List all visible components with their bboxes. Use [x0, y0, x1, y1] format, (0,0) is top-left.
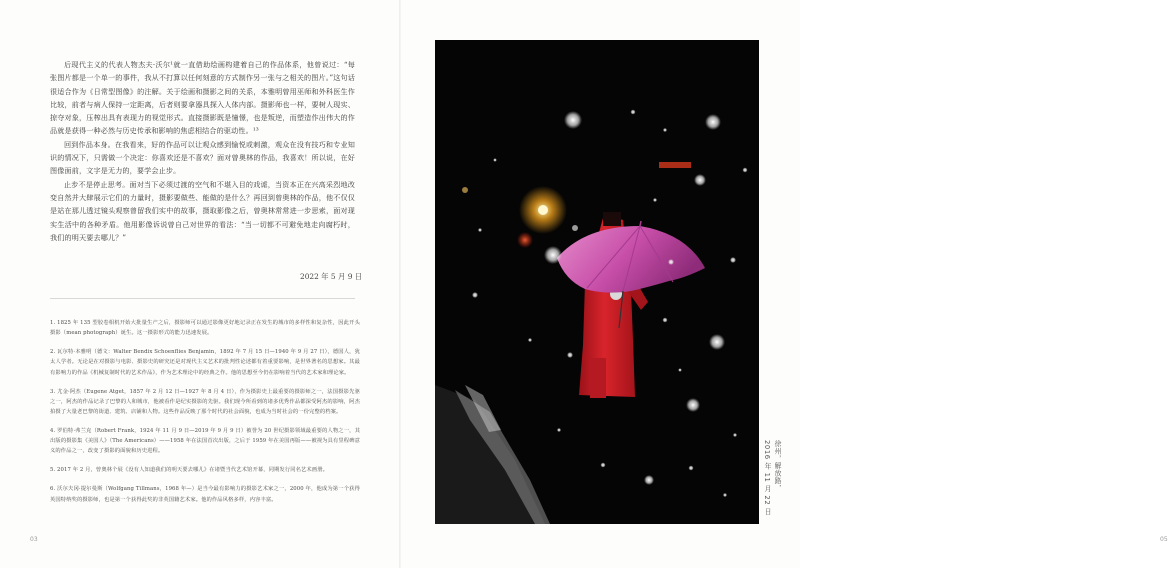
- night-snow-photograph: [435, 40, 759, 524]
- essay-paragraph: 后现代主义的代表人物杰夫·沃尔¹就一直借助绘画构建着自己的作品体系，他曾说过：“每张图片都是一个单一的事件，我从不打算以任何刻意的方式制作另一张与之相关的图片。”这句话很适合作为《日常型图像》的注解。关于绘画和摄影之间的关系，本雅明曾用巫师和外科医生作比较，前者与病人保持一定距离，后者则要拿器具探入人体内部。摄影师也一样，要树人现实、掠夺对象，压榨出具有表现力的视觉形式。直接摄影既是憧憬，也是叛逆，而塑造作出伟大的作品就是获得一种必然与历史传承和影响的焦虑相结合的驱动性。¹³: [50, 60, 355, 136]
- footnote-2: 2. 瓦尔特·本雅明（德文：Walter Bendix Schoenflies Benjamin，1892 年 7 月 15 日—1940 年 9 月 27 日），德国人，犹太人学者。无论是在对摄影与电影、摄影史的研究还是对现代主义艺术的批判性论述都有着重要影响，是世界著名的思想家。其最有影响力的作品《机械复制时代的艺术作品》，作为艺术理论中的经典之作。他的思想至今仍在影响着当代的艺术家和理论家。: [50, 349, 360, 376]
- footnote-1: 1. 1825 年 135 型胶卷相机开始大批量生产之后，摄影师可以通过影像更好地记录正在发生的城市的多样性和复杂性，因此开头摄影（mean photograph）诞生。这一摄影形式的能力迅速发展。: [50, 320, 360, 337]
- essay-paragraph: 回到作品本身。在我看来，好的作品可以让观众感到愉悦或刺激，观众在没有技巧和专业知识的情况下，只需做一个决定：你喜欢还是不喜欢？面对曾奥林的作品，我喜欢！所以说，在好图像面前，文字是无力的，要学会止步。: [50, 139, 355, 176]
- caption-date: 2016 年 11 月 22 日: [763, 440, 771, 516]
- photo-illustration: [435, 40, 759, 524]
- footnote-divider: [50, 298, 355, 299]
- footnotes: [50, 318, 360, 514]
- caption-location: 徐州，解放路，: [773, 440, 781, 492]
- page-number-left: 03: [30, 536, 38, 543]
- page-number-right: 05: [1160, 536, 1168, 543]
- essay-paragraph: 止步不是停止思考。面对当下必须过渡的空气和不堪入目的戏谑，当资本正在兴高采烈地改变自然并大肆展示它们的力量时，摄影要做些、能做的是什么？再回到曾奥林的作品，他不仅仅是站在那儿透过镜头观察曾留我们实中的故事，摄取影像之后，曾奥林常常进一步思索，面对现实生活中的各种矛盾。他用影像诉说曾自己对世界的看法：“当一切都不可避免地走向腐朽时，我们的明天要去哪儿？”: [50, 179, 355, 242]
- photo-caption: [762, 440, 782, 515]
- footnote-6: 6. 沃尔夫冈·提尔曼斯（Wolfgang Tillmans，1968 年—）是当今最有影响力的摄影艺术家之一，2000 年，他成为第一个获得英国特纳奖的摄影师，也是第一个获得此奖的非英国籍艺术家。他的作品风格多样，内容丰富。: [50, 486, 360, 503]
- footnote-5: 5. 2017 年 2 月，曾奥林个展《没有人知道我们的明天要去哪儿》在诸暨当代艺术馆开幕，同期发行同名艺术画册。: [50, 467, 328, 474]
- footnote-3: 3. 尤金·阿杰（Eugene Atget，1857 年 2 月 12 日—1927 年 8 月 4 日），作为摄影史上最重要的摄影师之一，法国摄影先驱之一，阿杰的作品记录了巴黎的人和城市，他被看作是纪实摄影的先驱。我们现今所看到的诸多优秀作品都深受阿杰的影响，阿杰拍摄了大量老巴黎的街道、建筑、店铺和人物。这些作品反映了那个时代的社会面貌，也成为当时社会的一份完整的档案。: [50, 388, 360, 416]
- footnote-4: 4. 罗伯特·弗兰克（Robert Frank，1924 年 11 月 9 日—2019 年 9 月 9 日）被誉为 20 世纪摄影领域最重要的人物之一，其出版的摄影集《美国人》（The Americans）——1958 年在法国首次出版，之后于 1959 年在美国再版——被视为具有里程碑意义的作品之一，改变了摄影的面貌和历史进程。: [50, 428, 360, 455]
- essay-date: 2022 年 5 月 9 日: [300, 272, 363, 281]
- essay-body: [50, 58, 355, 244]
- left-page: [0, 0, 400, 568]
- neon-sign: [659, 162, 691, 168]
